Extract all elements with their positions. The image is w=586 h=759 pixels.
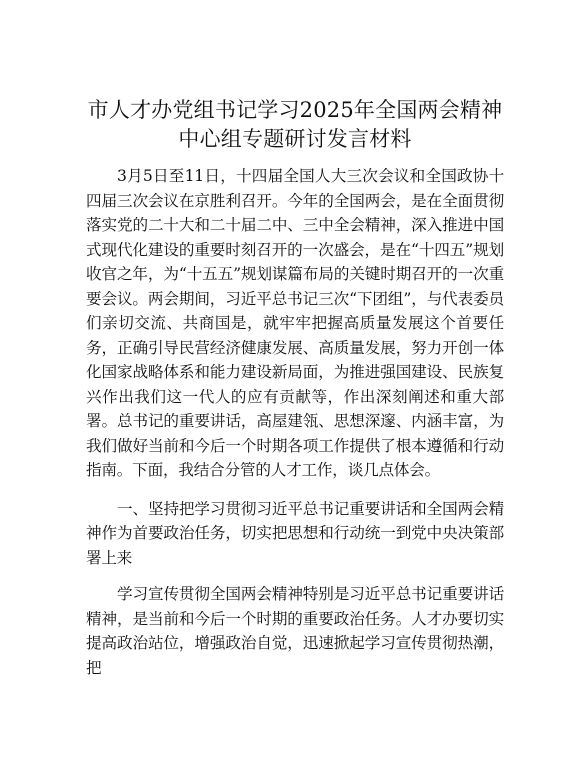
section-heading-1: 一、坚持把学习贯彻习近平总书记重要讲话和全国两会精神作为首要政治任务，切实把思想和行动统一到党中央决策部署上来 xyxy=(86,499,504,567)
document-title: 市人才办党组书记学习2025年全国两会精神中心组专题研讨发言材料 xyxy=(87,98,503,151)
body-paragraph-2: 学习宣传贯彻全国两会精神特别是习近平总书记重要讲话精神，是当前和今后一个时期的重要政治任务。人才办要切实提高政治站位，增强政治自觉，迅速掀起学习宣传贯彻热潮，把 xyxy=(86,585,504,677)
document-page xyxy=(86,96,504,680)
body-paragraph-1: 3月5日至11日，十四届全国人大三次会议和全国政协十四届三次会议在京胜利召开。今年的全国两会，是在全面贯彻落实党的二十大和二十届二中、三中全会精神，深入推进中国式现代化建设的重要时刻召开的一次盛会，是在“十四五”规划收官之年，为“十五五”规划谋篇布局的关键时期召开的一次重要会议。两会期间，习近平总书记三次“下团组”，与代表委员们亲切交流、共商国是，就牢牢把握高质量发展这个首要任务，正确引导民营经济健康发展、高质量发展，努力开创一体化国家战略体系和能力建设新局面，为推进强国建设、民族复兴作出我们这一代人的应有贡献等，作出深刻阐述和重大部署。总书记的重要讲话，高屋建瓴、思想深邃、内涵丰富，为我们做好当前和今后一个时期各项工作提供了根本遵循和行动指南。下面，我结合分管的人才工作，谈几点体会。 xyxy=(86,167,504,479)
